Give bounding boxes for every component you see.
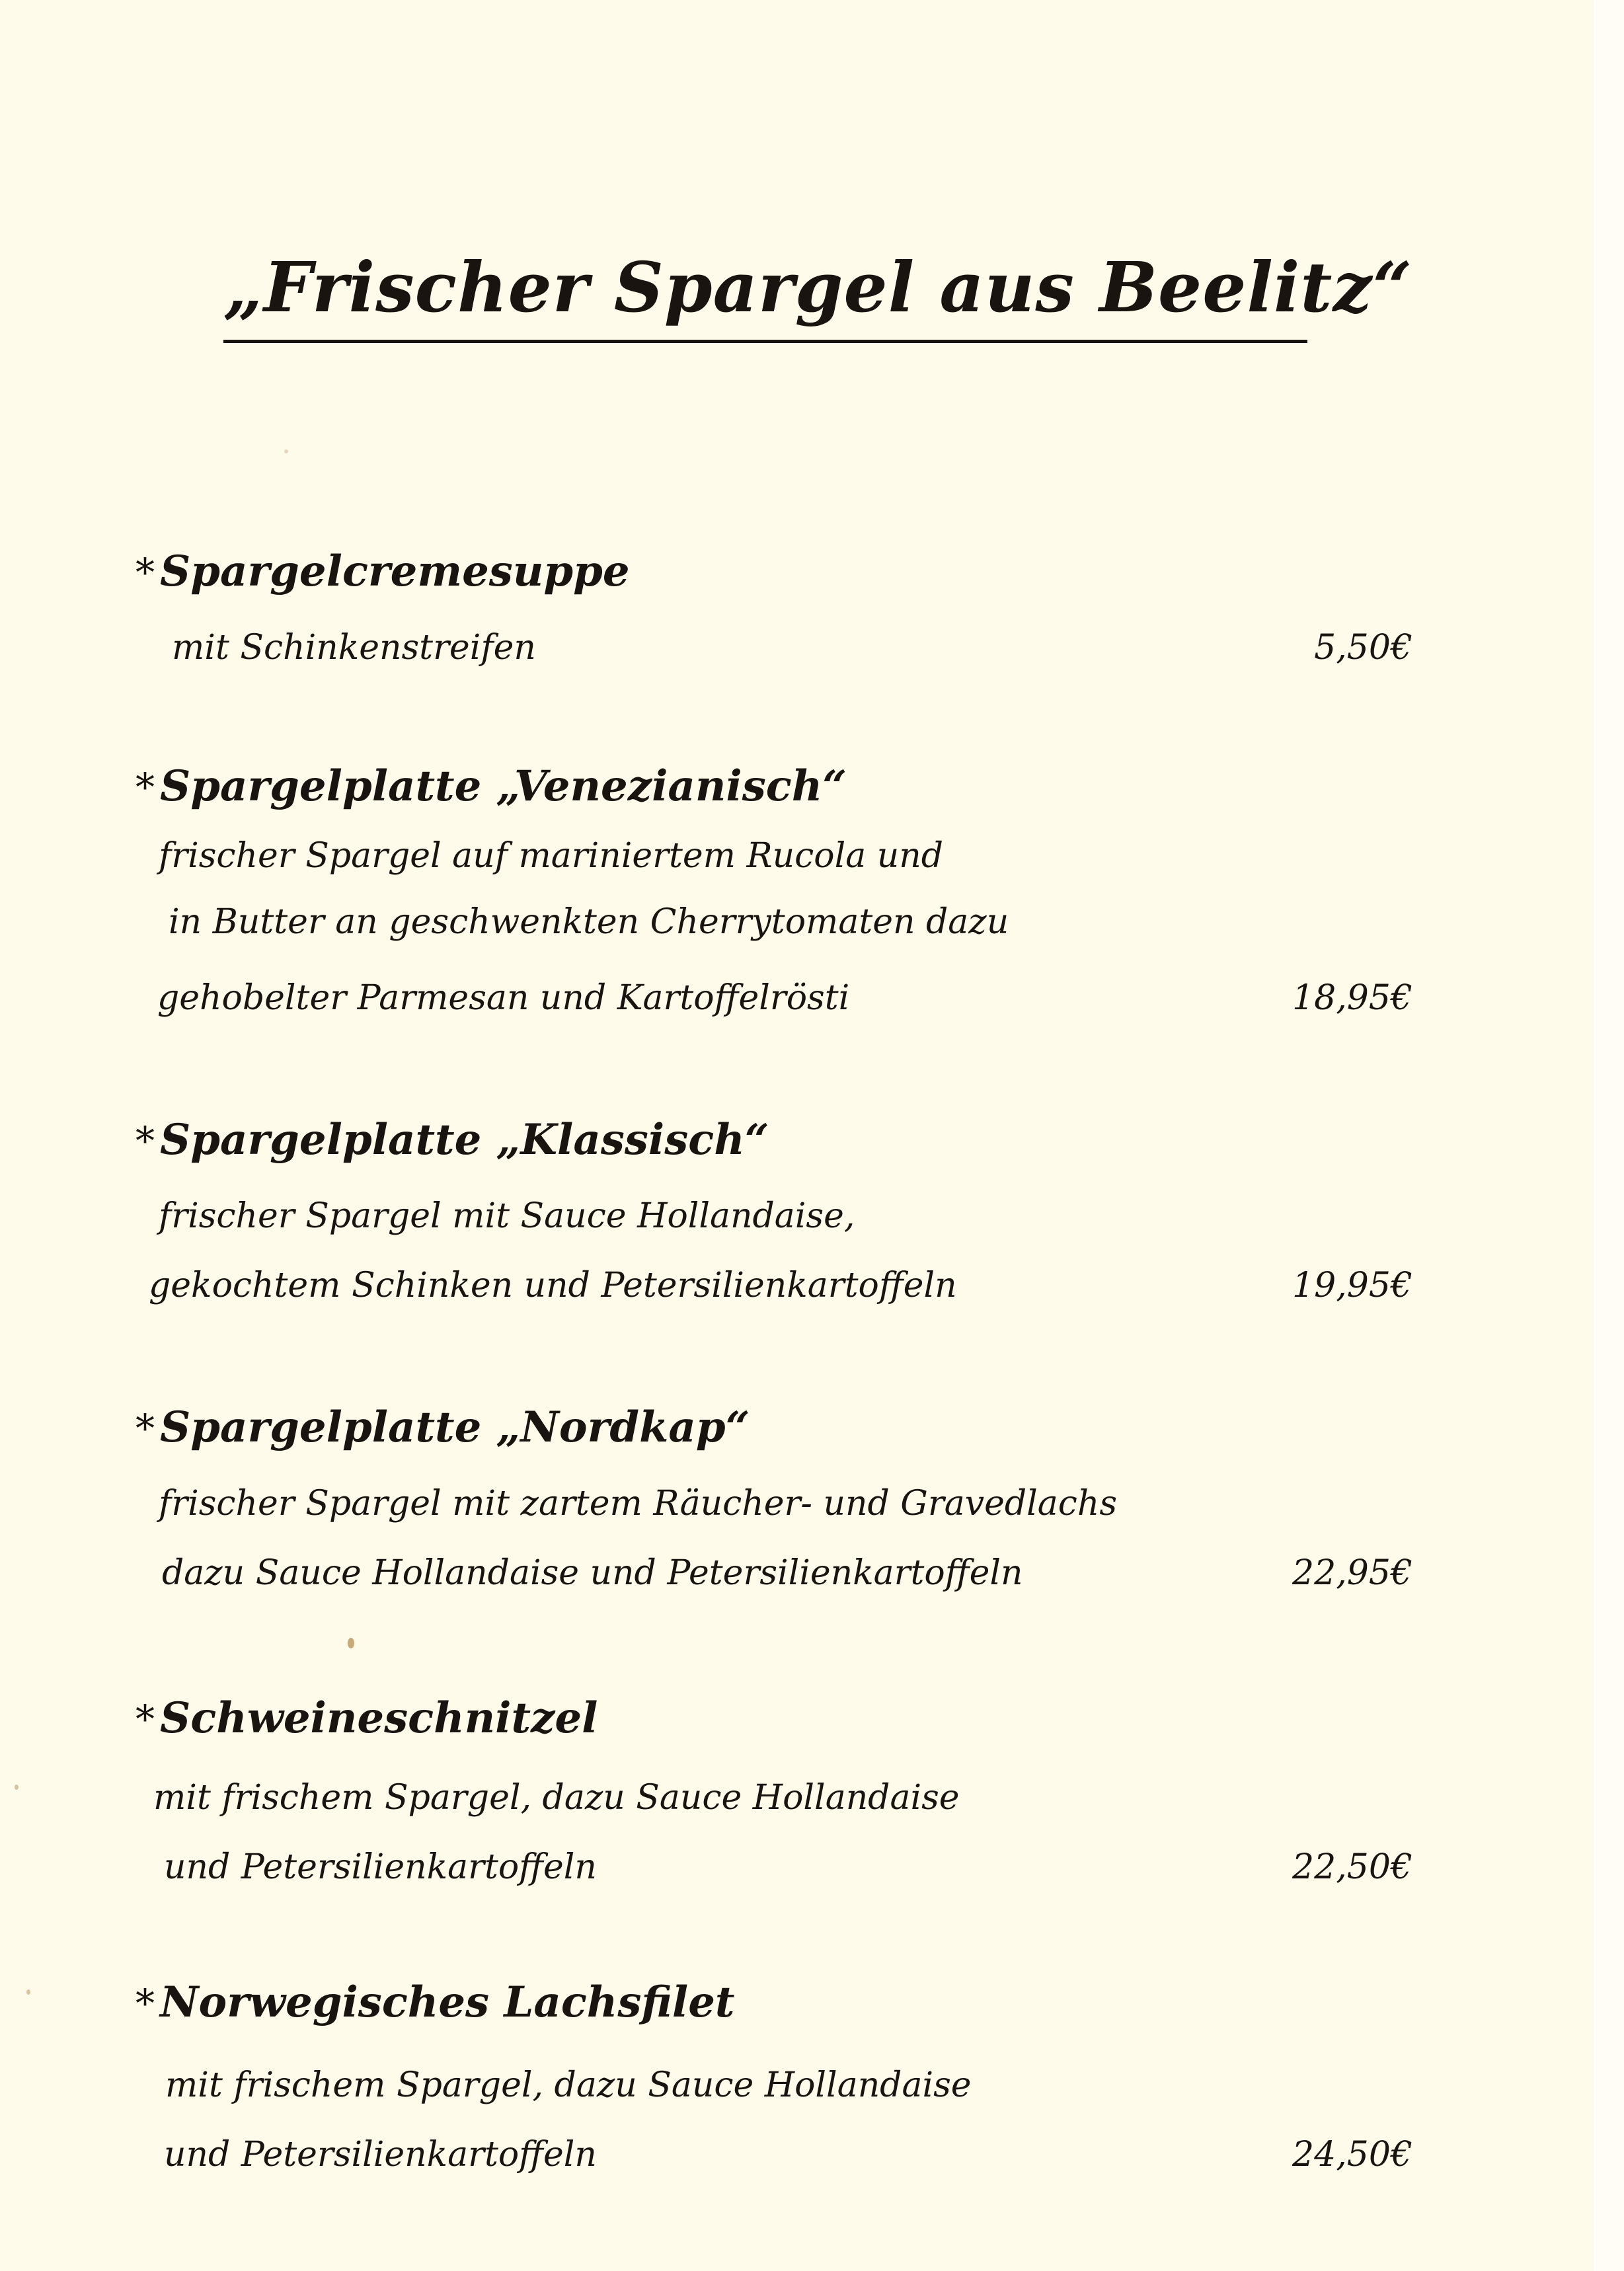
item-name — [135, 542, 630, 602]
item-description-line: und Petersilienkartoffeln — [164, 2135, 597, 2175]
item-description-line: und Petersilienkartoffeln — [164, 1847, 597, 1887]
item-price: 22,95€ — [1292, 1553, 1412, 1593]
item-price: 24,50€ — [1292, 2135, 1412, 2175]
item-description-line: frischer Spargel mit zartem Räucher- und Gravedlachs — [159, 1484, 1118, 1523]
item-description-line: mit frischem Spargel, dazu Sauce Hollandaise — [165, 2065, 972, 2105]
item-description-line: mit Schinkenstreifen — [172, 628, 536, 668]
item-description-line: dazu Sauce Hollandaise und Petersilienkartoffeln — [162, 1553, 1023, 1593]
item-name-text: Spargelcremesuppe — [160, 547, 630, 596]
item-description-line: frischer Spargel mit Sauce Hollandaise, — [159, 1196, 855, 1236]
star-marker: * — [135, 1118, 155, 1163]
title-underline — [223, 340, 1307, 343]
item-description-line: mit frischem Spargel, dazu Sauce Hollandaise — [153, 1778, 960, 1818]
menu-title: „Frischer Spargel aus Beelitz“ — [223, 247, 1413, 328]
star-marker: * — [135, 550, 155, 595]
item-name — [135, 757, 847, 817]
menu-title-area — [223, 238, 1413, 344]
item-price: 19,95€ — [1292, 1266, 1412, 1305]
paper-speck — [15, 1785, 19, 1790]
item-name-text: Norwegisches Lachsfilet — [160, 1978, 735, 2027]
star-marker: * — [135, 1406, 155, 1451]
item-description-line: gekochtem Schinken und Petersilienkartoffeln — [149, 1266, 957, 1305]
page-edge — [1594, 0, 1624, 2271]
star-marker: * — [135, 1697, 155, 1742]
item-name-text: Spargelplatte „Nordkap“ — [160, 1403, 750, 1452]
star-marker: * — [135, 765, 155, 810]
item-name — [135, 1689, 598, 1749]
item-name-text: Spargelplatte „Klassisch“ — [160, 1115, 769, 1165]
paper-speck — [284, 449, 288, 453]
item-name — [135, 1973, 734, 2033]
item-price: 18,95€ — [1292, 978, 1412, 1018]
item-price: 5,50€ — [1314, 628, 1412, 668]
star-marker: * — [135, 1981, 155, 2026]
item-name-text: Schweineschnitzel — [160, 1693, 598, 1743]
item-price: 22,50€ — [1292, 1847, 1412, 1887]
item-name — [135, 1110, 769, 1171]
paper-speck — [26, 1989, 30, 1995]
paper-speck — [348, 1638, 354, 1648]
item-description-line: gehobelter Parmesan und Kartoffelrösti — [157, 978, 850, 1018]
item-description-line: in Butter an geschwenkten Cherrytomaten dazu — [169, 902, 1009, 942]
item-description-line: frischer Spargel auf mariniertem Rucola und — [159, 836, 944, 876]
item-name-text: Spargelplatte „Venezianisch“ — [160, 761, 847, 811]
item-name — [135, 1398, 750, 1458]
